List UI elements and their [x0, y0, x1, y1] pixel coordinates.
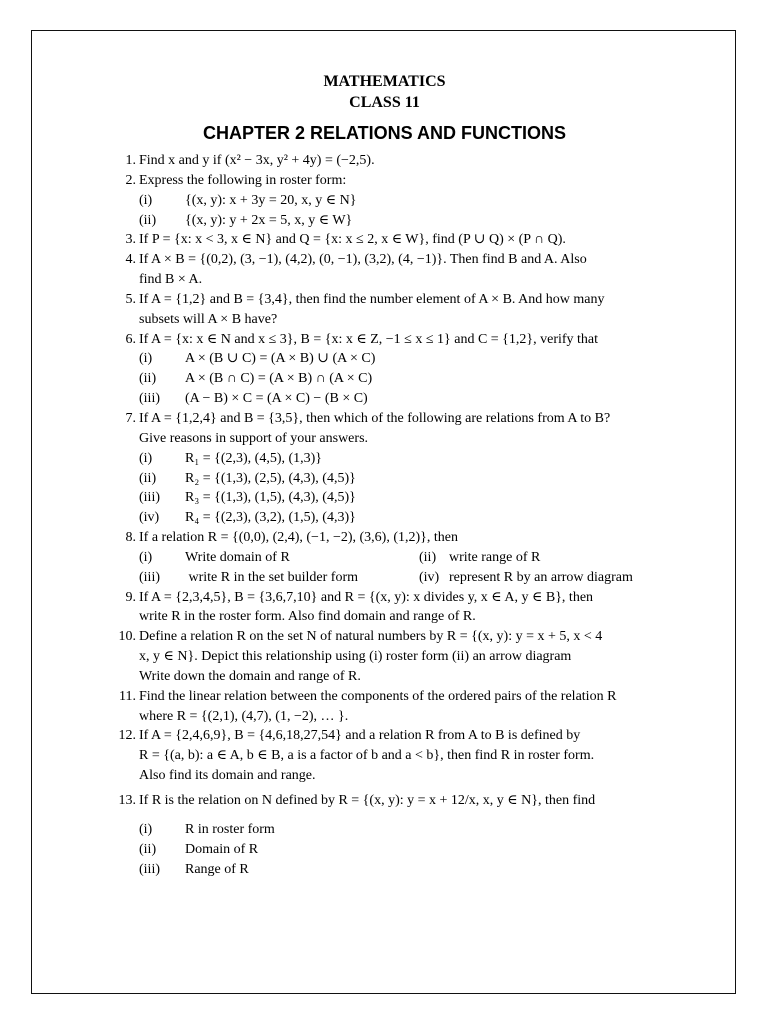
question-item [114, 528, 714, 548]
question-text: If A = {2,4,6,9}, B = {4,6,18,27,54} and a relation R from A to B is defined by [139, 728, 581, 744]
question-item [114, 290, 714, 330]
sub-question [114, 508, 714, 528]
question-text: Find x and y if (x² − 3x, y² + 4y) = (−2,5). [139, 153, 375, 168]
question-text: R = {(a, b): a ∈ A, b ∈ B, a is a factor of b and a < b}, then find R in roster form. [139, 748, 595, 764]
sub-question-number: (i) [139, 450, 153, 466]
chapter-heading: CHAPTER 2 RELATIONS AND FUNCTIONS [202, 123, 566, 143]
subject-heading: MATHEMATICS [323, 73, 446, 90]
sub-question-right [419, 548, 540, 568]
question-text: If A = {1,2,4} and B = {3,5}, then which of the following are relations from A to B? [139, 410, 611, 426]
worksheet-content [114, 71, 714, 880]
sub-question-text: R in roster form [185, 822, 275, 837]
question-item [114, 687, 714, 727]
question-text: If P = {x: x < 3, x ∈ N} and Q = {x: x ≤ 2, x ∈ W}, find (P ∪ Q) × (P ∩ Q). [139, 232, 566, 248]
question-number: 7. [125, 410, 136, 426]
sub-question-text: R₂ = {(1,3), (2,5), (4,3), (4,5)} [185, 470, 356, 486]
sub-question-text: {(x, y): x + 3y = 20, x, y ∈ N} [185, 192, 357, 208]
sub-question [114, 820, 714, 840]
question-text: If A = {2,3,4,5}, B = {3,6,7,10} and R = {(x, y): x divides y, x ∈ A, y ∈ B}, then [139, 589, 594, 605]
question-item [114, 788, 714, 814]
question-text: If R is the relation on N defined by R = {(x, y): y = x + 12/x, x, y ∈ N}, then find [139, 793, 596, 808]
question-number: 3. [125, 232, 136, 248]
sub-question-text: R₁ = {(2,3), (4,5), (1,3)} [185, 450, 323, 466]
class-heading: CLASS 11 [349, 94, 420, 111]
question-item [114, 250, 714, 290]
sub-question-number: (ii) [139, 371, 157, 387]
sub-question-number: (ii) [419, 549, 437, 565]
sub-question [114, 191, 714, 211]
question-text: where R = {(2,1), (4,7), (1, −2), … }. [139, 708, 349, 724]
sub-question-number: (i) [139, 192, 153, 208]
sub-question-number: (iii) [139, 490, 160, 506]
question-text: x, y ∈ N}. Depict this relationship using (i) roster form (ii) an arrow diagram [139, 649, 572, 665]
sub-question-number: (i) [139, 822, 153, 837]
question-item [114, 230, 714, 250]
sub-question-number: (iv) [419, 569, 440, 585]
sub-question-text: Domain of R [185, 841, 259, 857]
sub-question [114, 211, 714, 231]
sub-question-right [419, 568, 633, 588]
question-text: If A = {1,2} and B = {3,4}, then find the number element of A × B. And how many [139, 291, 605, 307]
sub-question [114, 860, 714, 880]
question-number: 6. [125, 331, 136, 347]
question-number: 5. [125, 291, 136, 307]
sub-question-text: Range of R [185, 861, 249, 877]
sub-question [114, 469, 714, 489]
sub-question-left [139, 568, 419, 588]
question-number: 13. [118, 793, 136, 808]
sub-question [114, 369, 714, 389]
sub-question [114, 449, 714, 469]
question-text: Express the following in roster form: [139, 172, 347, 188]
sub-question-number: (ii) [139, 212, 157, 228]
question-number: 11. [119, 688, 136, 704]
sub-question-number: (iii) [139, 861, 160, 877]
question-text: If A = {x: x ∈ N and x ≤ 3}, B = {x: x ∈ Z, −1 ≤ x ≤ 1} and C = {1,2}, verify that [139, 331, 599, 347]
question-list [114, 151, 714, 880]
question-text: If a relation R = {(0,0), (2,4), (−1, −2), (3,6), (1,2)}, then [139, 530, 458, 546]
question-number: 9. [125, 589, 136, 605]
question-item [114, 151, 714, 171]
sub-question-text: {(x, y): y + 2x = 5, x, y ∈ W} [185, 212, 353, 228]
sub-question-pair [114, 568, 714, 588]
sub-question-text: (A − B) × C = (A × C) − (B × C) [185, 391, 368, 407]
question-text: Write down the domain and range of R. [139, 668, 361, 684]
question-text: Define a relation R on the set N of natural numbers by R = {(x, y): y = x + 5, x < 4 [139, 629, 603, 645]
question-item [114, 171, 714, 191]
question-item [114, 588, 714, 628]
sub-question-number: (iii) [139, 391, 160, 407]
sub-question [114, 349, 714, 369]
sub-question-text: represent R by an arrow diagram [449, 569, 633, 585]
question-text: write R in the roster form. Also find domain and range of R. [139, 609, 476, 625]
sub-question-number: (ii) [139, 841, 157, 857]
sub-question-text: write range of R [449, 549, 541, 565]
worksheet-page [31, 30, 736, 994]
question-number: 4. [125, 252, 136, 268]
sub-question-number: (i) [139, 549, 153, 565]
question-number: 10. [118, 629, 136, 645]
sub-question-text: R₃ = {(1,3), (1,5), (4,3), (4,5)} [185, 490, 356, 506]
sub-question-number: (iii) [139, 569, 160, 585]
sub-question-text: A × (B ∩ C) = (A × B) ∩ (A × C) [185, 371, 373, 387]
sub-question [114, 488, 714, 508]
question-item [114, 330, 714, 350]
question-item [114, 409, 714, 449]
question-text: If A × B = {(0,2), (3, −1), (4,2), (0, −1), (3,2), (4, −1)}. Then find B and A. Also [139, 252, 587, 268]
question-text: Give reasons in support of your answers. [139, 430, 369, 446]
question-number: 2. [125, 172, 136, 188]
sub-question [114, 840, 714, 860]
sub-question-text: A × (B ∪ C) = (A × B) ∪ (A × C) [185, 351, 376, 367]
sub-question-text: write R in the set builder form [185, 569, 359, 585]
question-text: Also find its domain and range. [139, 768, 316, 784]
sub-question-pair [114, 548, 714, 568]
question-item [114, 726, 714, 786]
question-number: 1. [125, 153, 136, 168]
question-text: find B × A. [139, 272, 203, 288]
sub-question-left [139, 548, 419, 568]
sub-question-number: (ii) [139, 470, 157, 486]
question-item [114, 627, 714, 687]
question-text: subsets will A × B have? [139, 311, 278, 327]
sub-question-number: (i) [139, 351, 153, 367]
sub-question-number: (iv) [139, 510, 160, 526]
question-text: Find the linear relation between the components of the ordered pairs of the relation R [139, 688, 617, 704]
sub-question [114, 389, 714, 409]
sub-question-text: R₄ = {(2,3), (3,2), (1,5), (4,3)} [185, 510, 356, 526]
question-number: 12. [118, 728, 136, 744]
question-number: 8. [125, 530, 136, 546]
sub-question-text: Write domain of R [185, 549, 290, 565]
